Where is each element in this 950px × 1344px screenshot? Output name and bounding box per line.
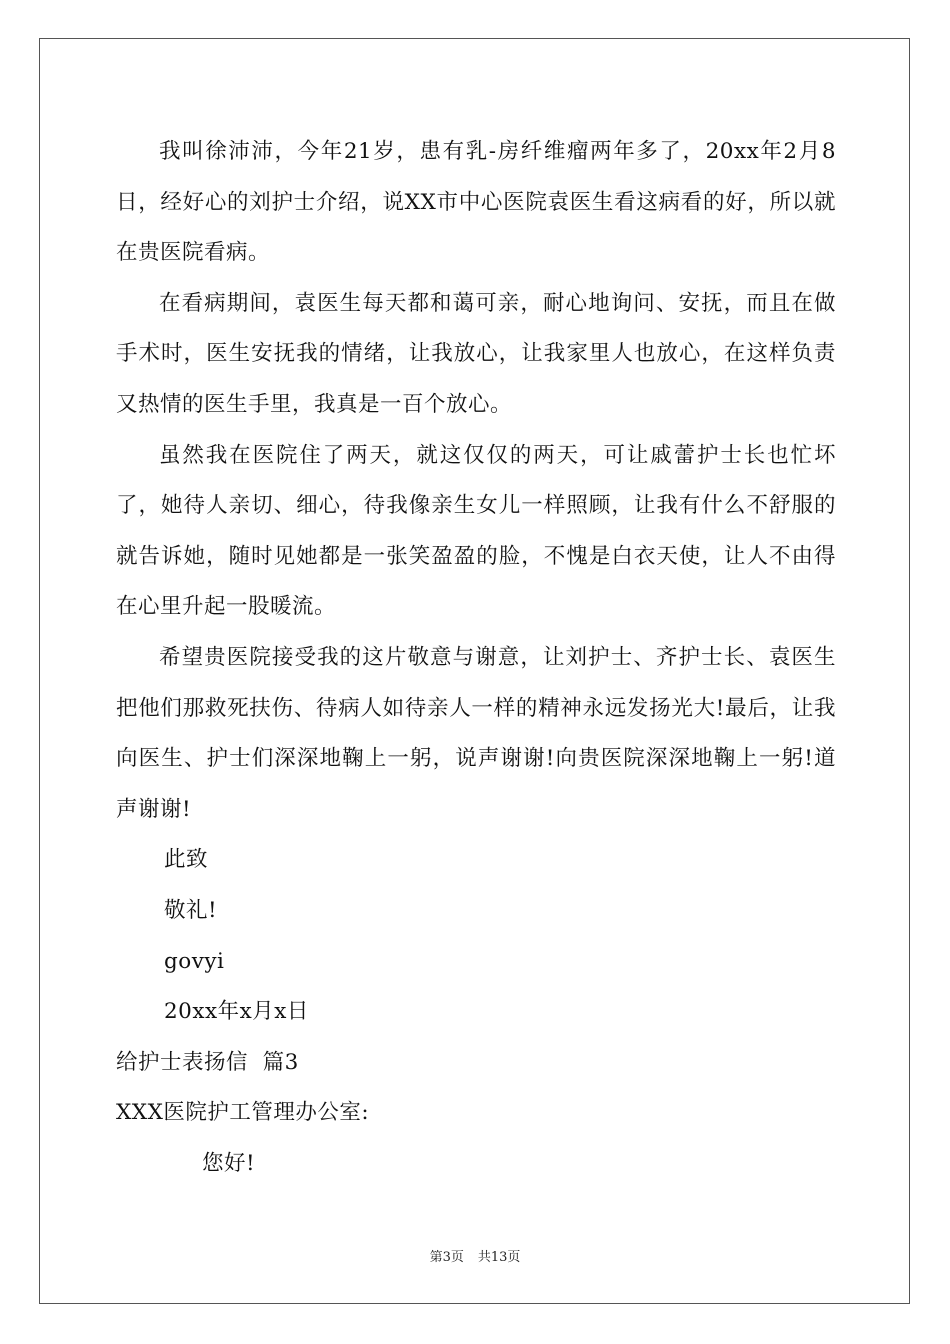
letter-body [116, 127, 836, 1189]
paragraph-4: 希望贵医院接受我的这片敬意与谢意，让刘护士、齐护士长、袁医生把他们那救死扶伤、待病人如待亲人一样的精神永远发扬光大!最后，让我向医生、护士们深深地鞠上一躬，说声谢谢!向贵医院深深地鞠上一躬!道声谢谢! [116, 644, 836, 822]
signature: govyi [164, 948, 225, 974]
greeting: 您好! [202, 1150, 256, 1176]
paragraph-1: 我叫徐沛沛，今年21岁，患有乳-房纤维瘤两年多了，20xx年2月8日，经好心的刘护士介绍，说XX市中心医院袁医生看这病看的好，所以就在贵医院看病。 [116, 139, 836, 266]
paragraph-3: 虽然我在医院住了两天，就这仅仅的两天，可让戚蕾护士长也忙坏了，她待人亲切、细心，待我像亲生女儿一样照顾，让我有什么不舒服的就告诉她，随时见她都是一张笑盈盈的脸，不愧是白衣天使，让人不由得在心里升起一股暖流。 [116, 442, 836, 620]
closing-salutation: 此致 [164, 847, 209, 873]
closing-respect: 敬礼! [164, 897, 218, 923]
page-footer [0, 1246, 950, 1265]
page-number: 第3页 [429, 1250, 464, 1265]
addressee: XXX医院护工管理办公室: [116, 1100, 370, 1126]
page-total: 共13页 [477, 1250, 521, 1265]
section-heading: 给护士表扬信 篇3 [116, 1049, 299, 1075]
paragraph-2: 在看病期间，袁医生每天都和蔼可亲，耐心地询问、安抚，而且在做手术时，医生安抚我的情绪，让我放心，让我家里人也放心，在这样负责又热情的医生手里，我真是一百个放心。 [116, 290, 836, 417]
letter-date: 20xx年x月x日 [164, 999, 309, 1025]
